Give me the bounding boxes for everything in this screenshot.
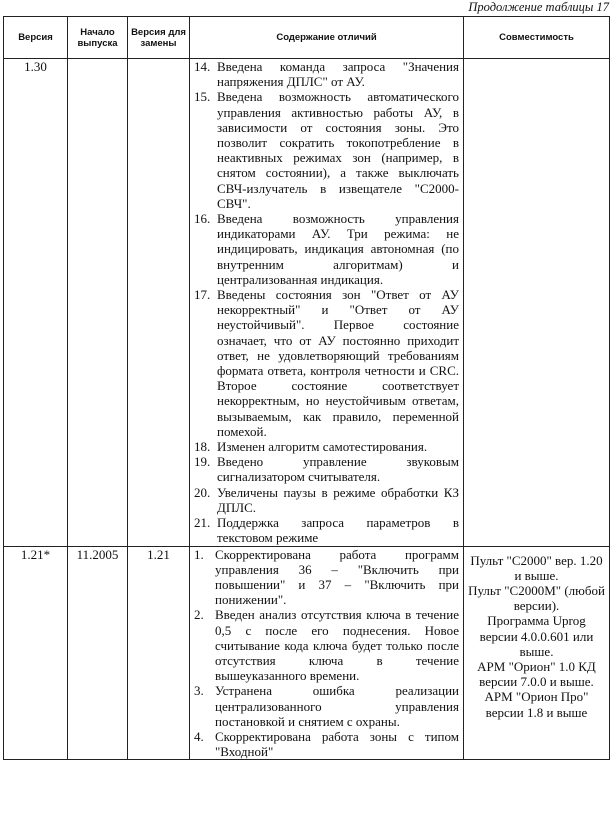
item-text: Изменен алгоритм самотестирования. xyxy=(217,439,428,455)
list-item xyxy=(194,59,459,89)
compatibility-cell xyxy=(464,59,610,547)
list-item xyxy=(194,547,459,608)
header-changes: Содержание отличий xyxy=(190,17,464,59)
item-number: 15. xyxy=(194,89,211,105)
list-item xyxy=(194,454,459,484)
item-text: Скорректирована работа зоны с типом "Входной" xyxy=(215,728,459,760)
header-release: Начало выпуска xyxy=(68,17,128,59)
item-number: 18. xyxy=(194,439,211,455)
changes-list xyxy=(190,547,463,760)
item-text: Введена возможность управления индикаторами АУ. Три режима: не индицировать, индикация автономная (по внутренним алгоритмам) и централизованная индикация. xyxy=(217,211,459,287)
item-text: Введены состояния зон "Ответ от АУ некорректный" и "Ответ от АУ неустойчивый". Первое состояние означает, что от АУ постоянно приходит ответ, не удовлетворяющий требованиям формата ответа, контроля четности и CRC. Второе состояние соответствует некорректным, но неустойчивым ответам, вызываемым, как правило, переменной помехой. xyxy=(217,287,459,439)
item-number: 20. xyxy=(194,484,211,500)
list-item xyxy=(194,515,459,545)
item-number: 14. xyxy=(194,59,211,74)
list-item xyxy=(194,485,459,515)
item-number: 21. xyxy=(194,515,211,531)
release-cell xyxy=(68,59,128,547)
item-text: Поддержка запроса параметров в текстовом режиме xyxy=(217,515,459,546)
table-row xyxy=(4,59,610,547)
compatibility-line: Пульт "С2000" вер. 1.20 и выше. xyxy=(470,552,603,583)
item-number: 4. xyxy=(194,728,204,744)
changes-cell xyxy=(190,546,464,760)
item-text: Введено управление звуковым сигнализатором считывателя. xyxy=(217,454,459,485)
item-text: Увеличены паузы в режиме обработки КЗ ДПЛС. xyxy=(217,484,459,515)
list-item xyxy=(194,607,459,683)
continuation-label: Продолжение таблицы 17 xyxy=(468,0,609,14)
list-item xyxy=(194,683,459,729)
item-number: 17. xyxy=(194,287,211,303)
list-item xyxy=(194,729,459,759)
item-number: 1. xyxy=(194,546,204,562)
list-item xyxy=(194,439,459,454)
header-version: Версия xyxy=(4,17,68,59)
item-number: 2. xyxy=(194,607,204,623)
compatibility-cell xyxy=(464,546,610,760)
changes-cell xyxy=(190,59,464,547)
compatibility-line: АРМ "Орион Про" версии 1.8 и выше xyxy=(484,689,589,720)
compatibility-list xyxy=(464,59,609,65)
release-cell: 11.2005 xyxy=(68,546,128,760)
list-item xyxy=(194,211,459,287)
replacement-cell: 1.21 xyxy=(128,546,190,760)
replacement-cell xyxy=(128,59,190,547)
item-number: 19. xyxy=(194,454,211,470)
item-number: 3. xyxy=(194,683,204,699)
table-row xyxy=(4,546,610,760)
version-cell: 1.30 xyxy=(4,59,68,547)
item-text: Введена команда запроса "Значения напряжения ДПЛС" от АУ. xyxy=(217,59,459,90)
list-item xyxy=(194,287,459,439)
item-number: 16. xyxy=(194,211,211,227)
item-text: Устранена ошибка реализации централизованного управления постановкой и снятием с охраны. xyxy=(215,683,459,729)
compatibility-line: Пульт "С2000М" (любой версии). xyxy=(468,582,605,614)
item-text: Скорректирована работа программ управления 36 – "Включить при повышении" и 37 – "Включить при понижении". xyxy=(215,546,459,608)
compatibility-line: Программа Uprog версии 4.0.0.601 или выше. xyxy=(479,613,594,659)
compatibility-list xyxy=(464,547,609,720)
header-replacement: Версия для замены xyxy=(128,17,190,59)
versions-table xyxy=(3,16,610,760)
item-text: Введена возможность автоматического управления активностью работы АУ, в зависимости от состояния зоны. Это позволит сократить токопотребление в неактивных режимах зон (например, в снятом состоянии), а также выключать СВЧ-излучатель в извещателе "С2000-СВЧ". xyxy=(217,89,459,211)
compatibility-line: АРМ "Орион" 1.0 КД версии 7.0.0 и выше. xyxy=(477,658,596,690)
version-cell: 1.21* xyxy=(4,546,68,760)
item-text: Введен анализ отсутствия ключа в течение 0,5 с после его поднесения. Новое считывание кода ключа будет только после отсутствия ключа в течение вышеуказанного времени. xyxy=(215,607,459,684)
header-compatibility: Совместимость xyxy=(464,17,610,59)
list-item xyxy=(194,89,459,211)
table-header-row xyxy=(4,17,610,59)
changes-list xyxy=(190,59,463,546)
